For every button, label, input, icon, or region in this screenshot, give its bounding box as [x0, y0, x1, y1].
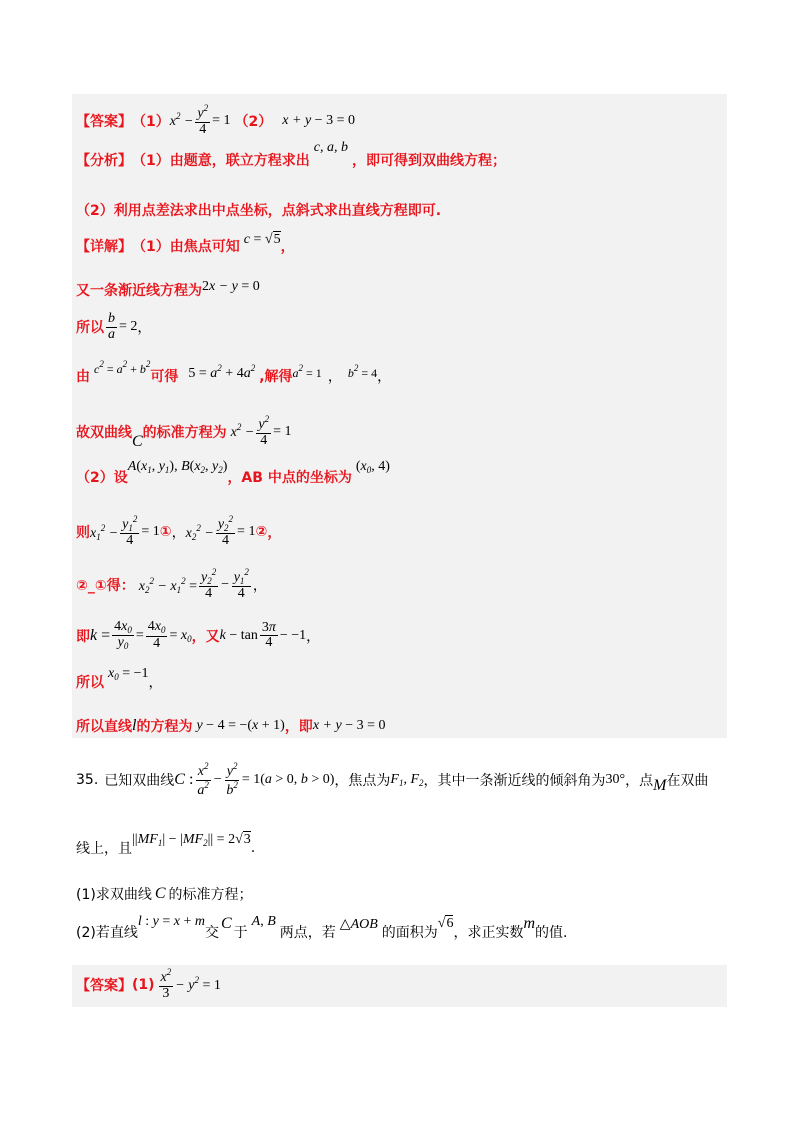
question-35-line2: 线上，且 $||MF_1| - |MF_2|| = 2√3$ . — [76, 832, 256, 857]
asymptote-line: 又一条渐近线方程为 2x − y = 0 — [76, 279, 260, 299]
answer2-line: 【答案】 (1) $\frac{x^2}{3}$ − $y^2 = 1$ — [76, 967, 221, 1001]
solve-line: 由 $c^2 = a^2 + b^2$ 可得 $5 = a^2 + 4a^2$ ,解得 $a^2 = 1$ ， $b^2 = 4$ ， — [76, 359, 392, 385]
point-eq-line: 则 $x_1^2$ − $\frac{y_1^2}{4}$ = 1 ① ， $x_2^2$ − $\frac{y_2^2}{4}$ = 1 ② ， — [76, 514, 282, 549]
standard-eq-line: 故双曲线 C 的标准方程为 $x^2$ − $\frac{y^2}{4}$ = 1 — [76, 414, 292, 450]
detail-line: 【详解】 （1）由焦点可知 c = √5 ， — [76, 232, 295, 255]
analysis-line-2: （2）利用点差法求出中点坐标，点斜式求出直线方程即可. — [76, 203, 442, 219]
analysis-line: 【分析】 （1）由题意，联立方程求出 c, a, b ，即可得到双曲线方程； — [76, 140, 506, 169]
question-35-line1: 35. 已知双曲线 C : $\frac{x^2}{a^2}$ − $\frac{y^2}{b^2}$ = 1(a > 0, b > 0) ，焦点为 $F_1$, $F_2$ ，其中一条渐近线的倾斜角为 30° ，点 M 在双曲 — [76, 761, 709, 798]
subtract-line: ②_①得： $x_2^2 - x_1^2$ = $\frac{y_2^2}{4}$ − $\frac{y_1^2}{4}$ ， — [76, 567, 267, 602]
x0-line: 所以 $x_0 = -1$ ， — [76, 666, 163, 691]
ratio-line: 所以 $\frac{b}{a}$ = 2 ， — [76, 311, 152, 342]
answer-line: 【答案】 （1） $x^2$ − $\frac{y^2}{4}$ = 1 （2） x + y − 3 = 0 — [76, 103, 355, 137]
part2-set-line: （2）设 $A(x_1$, $y_1$), $B(x_2$, $y_2$) ，AB 中点的坐标为 ($x_0$, 4) — [76, 459, 390, 486]
final-line: 所以直线 l 的方程为 y − 4 = −(x + 1) ，即 x + y − 3 = 0 — [76, 717, 386, 735]
question-35-part1: (1)求双曲线 C 的标准方程； — [76, 885, 253, 903]
slope-line: 即 k = $\frac{4x_0}{y_0}$ = $\frac{4x_0}{4}$ = $x_0$ ，又 k − tan $\frac{3\pi}{4}$ − −1 ， — [76, 619, 321, 652]
question-35-part2: (2)若直线 l : y = x + m 交 C 于 A, B 两点，若 △AOB 的面积为 √6 ，求正实数 m 的值. — [76, 914, 568, 941]
